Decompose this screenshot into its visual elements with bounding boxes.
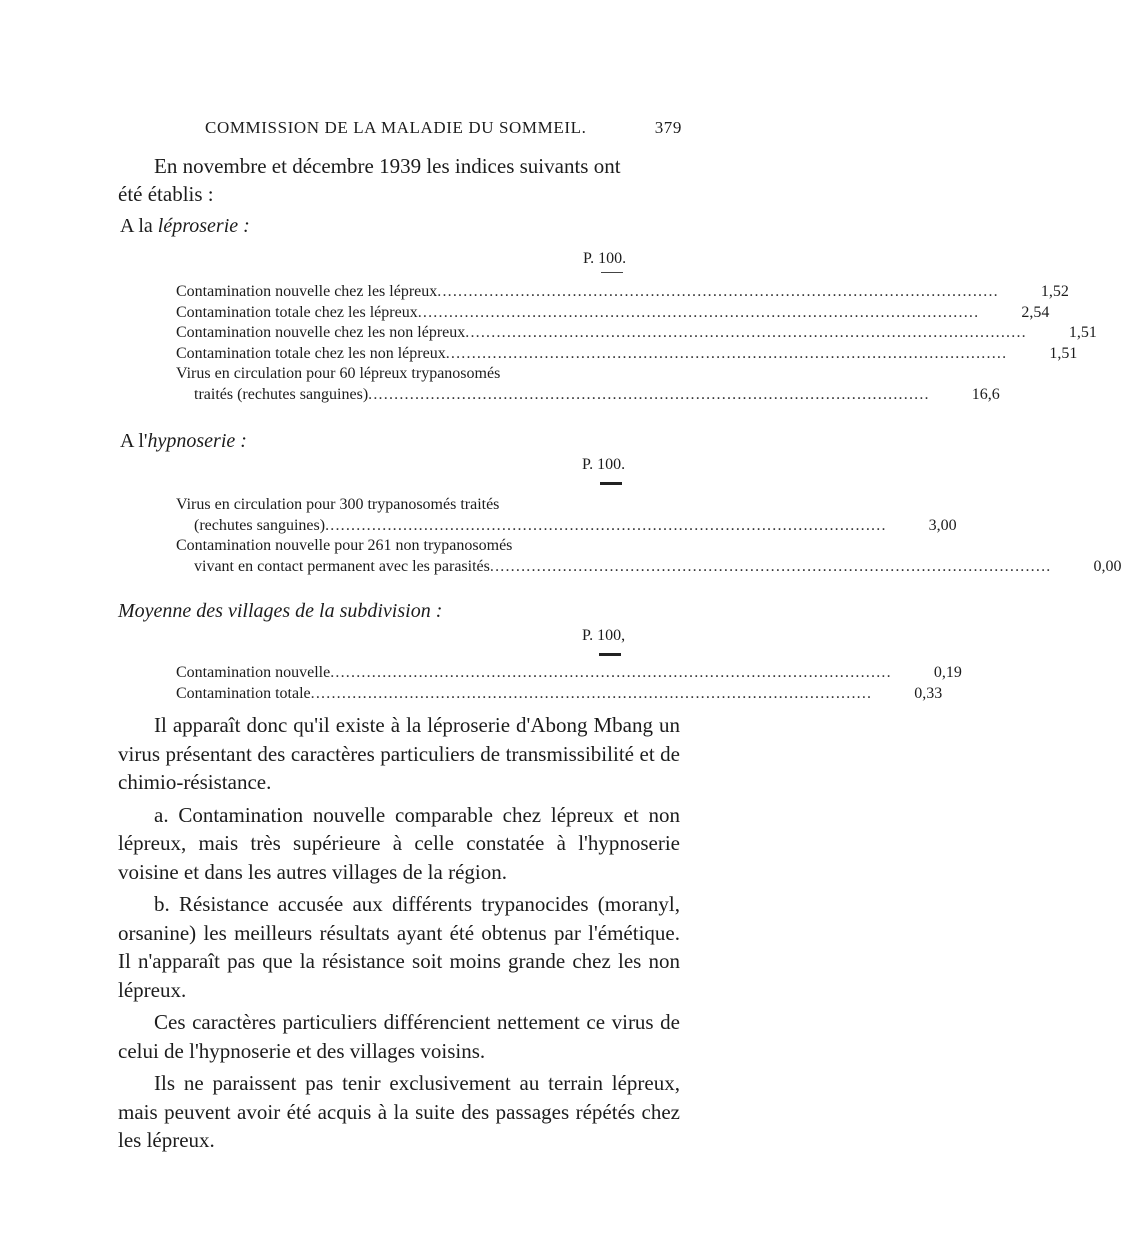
page-number: 379 — [654, 118, 682, 137]
table-row: Contamination nouvelle chez les non lépreux ............................................................................................................ 1,51 — [176, 324, 1097, 341]
villages-unit: P. 100, — [582, 627, 626, 644]
table-row: vivant en contact permanent avec les parasités ............................................................................................................ 0,00 — [194, 557, 1121, 575]
table-row: (rechutes sanguines) ............................................................................................................ 3,00 — [194, 516, 957, 534]
paragraph: Ces caractères particuliers différencient nettement ce virus de celui de l'hypnoserie et des villages voisins. — [118, 1010, 680, 1063]
villages-unit-rule — [599, 653, 621, 656]
section-leproserie-italic: léproserie : — [157, 215, 250, 237]
hypnoserie-table — [176, 495, 1121, 577]
intro-line-2: été établis : — [118, 182, 214, 206]
table-row: Virus en circulation pour 60 lépreux trypanosomés — [176, 365, 501, 382]
running-header — [205, 118, 682, 138]
paragraph: Il apparaît donc qu'il existe à la léproserie d'Abong Mbang un virus présentant des caractères particuliers de transmissibilité et de chimio-résistance. — [118, 713, 680, 794]
section-hypnoserie-italic: hypnoserie : — [147, 430, 247, 452]
table-row: Contamination nouvelle ............................................................................................................ 0,19 — [176, 664, 962, 681]
hypnoserie-unit-rule — [600, 482, 622, 485]
leproserie-table — [176, 282, 1097, 405]
section-leproserie-label: A la léproserie : — [120, 215, 250, 237]
intro-line-1: En novembre et décembre 1939 les indices suivants ont — [154, 154, 621, 178]
hypnoserie-unit: P. 100. — [582, 456, 626, 473]
table-row: traités (rechutes sanguines) ............................................................................................................ 16,6 — [194, 385, 1000, 403]
intro-paragraph — [118, 152, 678, 208]
conclusion-text — [118, 711, 680, 1155]
paragraph: Ils ne paraissent pas tenir exclusivement au terrain lépreux, mais peuvent avoir été acquis à la suite des passages répétés chez les lépreux. — [118, 1071, 680, 1152]
table-row: Contamination nouvelle pour 261 non trypanosomés — [176, 537, 513, 554]
leproserie-unit: P. 100. — [583, 250, 627, 267]
table-row: Contamination totale chez les lépreux ............................................................................................................ 2,54 — [176, 303, 1050, 321]
section-villages-italic: Moyenne des villages de la subdivision : — [118, 600, 443, 622]
paragraph-b: b. Résistance accusée aux différents trypanocides (moranyl, orsanine) les meilleurs résultats ayant été obtenus par l'émétique. Il n'apparaît pas que la résistance soit moins grande chez les non lépreux. — [118, 892, 680, 1002]
table-row: Contamination totale ............................................................................................................ 0,33 — [176, 684, 943, 702]
table-row: Virus en circulation pour 300 trypanosomés traités — [176, 496, 500, 513]
paragraph-a: a. Contamination nouvelle comparable chez lépreux et non lépreux, mais très supérieure à celle constatée à l'hypnoserie voisine et dans les autres villages de la région. — [118, 802, 680, 884]
villages-table — [176, 663, 962, 704]
table-row: Contamination nouvelle chez les lépreux ............................................................................................................ 1,52 — [176, 283, 1069, 300]
table-row: Contamination totale chez les non lépreux ............................................................................................................ 1,51 — [176, 344, 1078, 362]
leproserie-unit-rule — [601, 272, 623, 273]
section-villages-label — [118, 600, 442, 623]
running-title: COMMISSION DE LA MALADIE DU SOMMEIL. — [205, 118, 587, 137]
section-hypnoserie-label: A l'hypnoserie : — [120, 430, 247, 452]
